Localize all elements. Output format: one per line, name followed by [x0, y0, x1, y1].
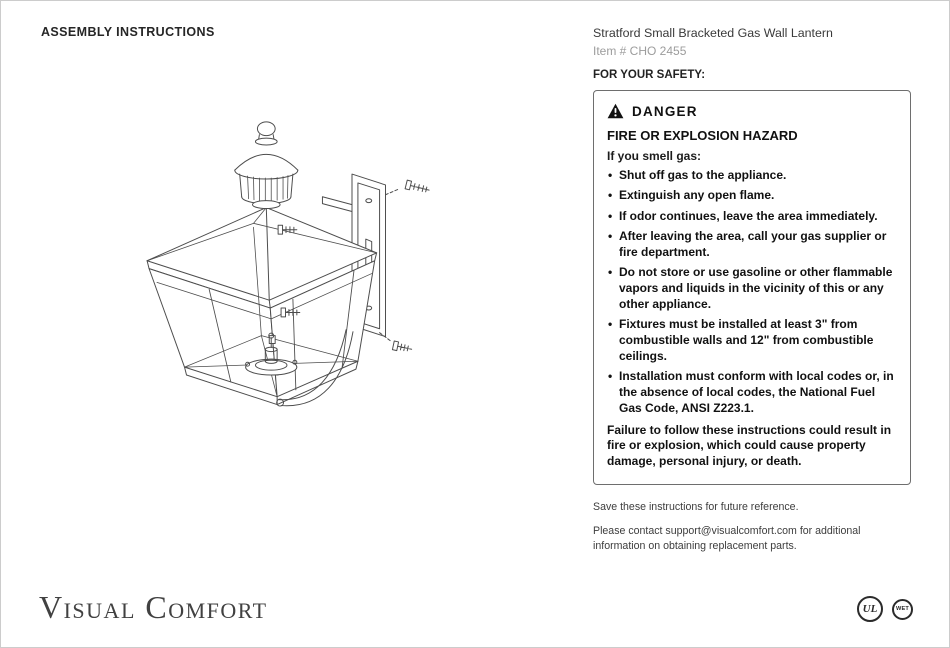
danger-bullet: • Installation must conform with local codes or, in the absence of local codes, the National Fuel Gas Code, ANSI Z223.1.: [607, 369, 897, 416]
lantern-cap: [235, 122, 298, 209]
product-name: Stratford Small Bracketed Gas Wall Lantern: [593, 26, 833, 40]
hazard-title: FIRE OR EXPLOSION HAZARD: [607, 128, 798, 143]
danger-bullet: • Fixtures must be installed at least 3" from combustible walls and 12" from combustible ceilings.: [607, 317, 897, 364]
danger-conclusion: Failure to follow these instructions could result in fire or explosion, which could cause property damage, personal injury, or death.: [607, 422, 892, 469]
save-note: Save these instructions for future reference.: [593, 501, 799, 514]
danger-warning-box: [593, 90, 911, 485]
danger-bullet-list: [607, 168, 897, 417]
mounting-screw-bottom-right: [380, 333, 413, 354]
page-title: ASSEMBLY INSTRUCTIONS: [41, 25, 215, 39]
mounting-screw-top-right: [385, 180, 430, 195]
danger-bullet: • After leaving the area, call your gas supplier or fire department.: [607, 229, 897, 261]
item-number: Item # CHO 2455: [593, 44, 687, 58]
contact-note: Please contact support@visualcomfort.com for additional information on obtaining replacement parts.: [593, 525, 861, 552]
bracket-top-arm: [322, 197, 352, 212]
lantern-illustration: [131, 113, 441, 443]
danger-bullet: • Extinguish any open flame.: [607, 188, 897, 204]
danger-bullet: • If odor continues, leave the area immediately.: [607, 209, 897, 225]
danger-label: DANGER: [632, 103, 698, 119]
certification-marks: [857, 596, 913, 622]
brand-logo: Visual Comfort: [39, 589, 268, 625]
warning-triangle-icon: [607, 103, 624, 119]
gas-smell-intro: If you smell gas:: [607, 149, 702, 163]
wet-rating-icon: WET: [892, 599, 913, 620]
safety-column: [593, 26, 911, 553]
ul-certification-icon: UL: [857, 596, 883, 622]
danger-bullet: • Do not store or use gasoline or other flammable vapors and liquids in the vicinity of this or any other appliance.: [607, 265, 897, 312]
safety-heading: FOR YOUR SAFETY:: [593, 69, 706, 81]
danger-bullet: • Shut off gas to the appliance.: [607, 168, 897, 184]
danger-header: [607, 103, 897, 119]
